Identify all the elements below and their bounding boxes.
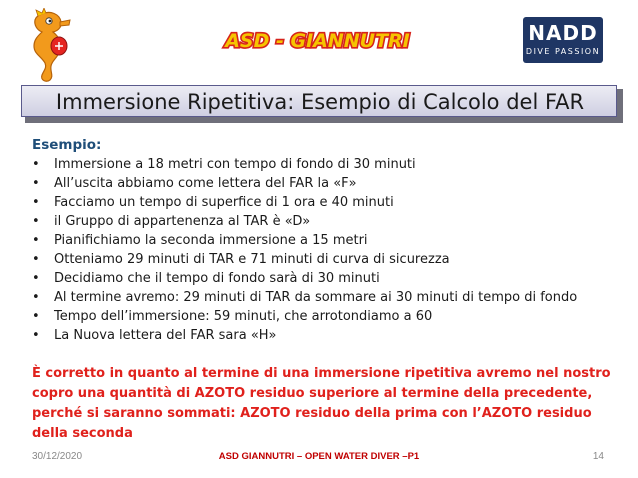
bullet-glyph: • bbox=[32, 176, 40, 191]
bullet-glyph: • bbox=[32, 252, 40, 267]
bullet-text: Otteniamo 29 minuti di TAR e 71 minuti di curva di sicurezza bbox=[54, 252, 450, 267]
bullet-text: Immersione a 18 metri con tempo di fondo di 30 minuti bbox=[54, 157, 416, 172]
bullet-glyph: • bbox=[32, 309, 40, 324]
bullet-item bbox=[32, 326, 627, 345]
slide-body bbox=[32, 136, 627, 444]
footer-date: 30/12/2020 bbox=[32, 451, 83, 462]
nadd-logo-tagline: DIVE PASSION bbox=[525, 47, 601, 56]
seahorse-logo-icon bbox=[20, 8, 76, 84]
bullet-text: Pianifichiamo la seconda immersione a 15 metri bbox=[54, 233, 368, 248]
bullet-item bbox=[32, 250, 627, 269]
nadd-logo-word: NADD bbox=[528, 21, 598, 45]
bullet-glyph: • bbox=[32, 290, 40, 305]
slide-title: Immersione Ripetitiva: Esempio di Calcolo del FAR bbox=[55, 90, 585, 114]
bullet-glyph: • bbox=[32, 214, 40, 229]
bullet-item bbox=[32, 307, 627, 326]
bullet-item bbox=[32, 174, 627, 193]
bullet-glyph: • bbox=[32, 328, 40, 343]
title-banner bbox=[21, 85, 617, 117]
page-number: 14 bbox=[592, 451, 604, 462]
example-bullet-list bbox=[32, 155, 627, 345]
bullet-text: La Nuova lettera del FAR sara «H» bbox=[54, 328, 277, 343]
bullet-text: Facciamo un tempo di superfice di 1 ora e 40 minuti bbox=[54, 195, 394, 210]
nadd-logo bbox=[523, 17, 603, 63]
bullet-glyph: • bbox=[32, 271, 40, 286]
bullet-glyph: • bbox=[32, 195, 40, 210]
conclusion-text: È corretto in quanto al termine di una immersione ripetitiva avremo nel nostro copro una quantità di AZOTO residuo superiore al termine della precedente, perché si saranno sommati: AZOTO residuo della prima con l’AZOTO residuo della seconda bbox=[32, 366, 611, 441]
bullet-text: il Gruppo di appartenenza al TAR è «D» bbox=[54, 214, 311, 229]
footer-caption: ASD GIANNUTRI – OPEN WATER DIVER –P1 bbox=[218, 451, 420, 462]
bullet-text: Decidiamo che il tempo di fondo sarà di 30 minuti bbox=[54, 271, 380, 286]
bullet-item bbox=[32, 231, 627, 250]
bullet-item bbox=[32, 155, 627, 174]
bullet-item bbox=[32, 288, 627, 307]
bullet-item bbox=[32, 193, 627, 212]
example-heading: Esempio: bbox=[32, 137, 102, 153]
bullet-text: Al termine avremo: 29 minuti di TAR da sommare ai 30 minuti di tempo di fondo bbox=[54, 290, 578, 305]
club-name-logo bbox=[210, 24, 425, 56]
bullet-glyph: • bbox=[32, 233, 40, 248]
bullet-text: Tempo dell’immersione: 59 minuti, che arrotondiamo a 60 bbox=[54, 309, 433, 324]
bullet-item bbox=[32, 269, 627, 288]
club-name-text: ASD - GIANNUTRI bbox=[225, 30, 410, 52]
bullet-item bbox=[32, 212, 627, 231]
bullet-text: All’uscita abbiamo come lettera del FAR la «F» bbox=[54, 176, 357, 191]
bullet-glyph: • bbox=[32, 157, 40, 172]
